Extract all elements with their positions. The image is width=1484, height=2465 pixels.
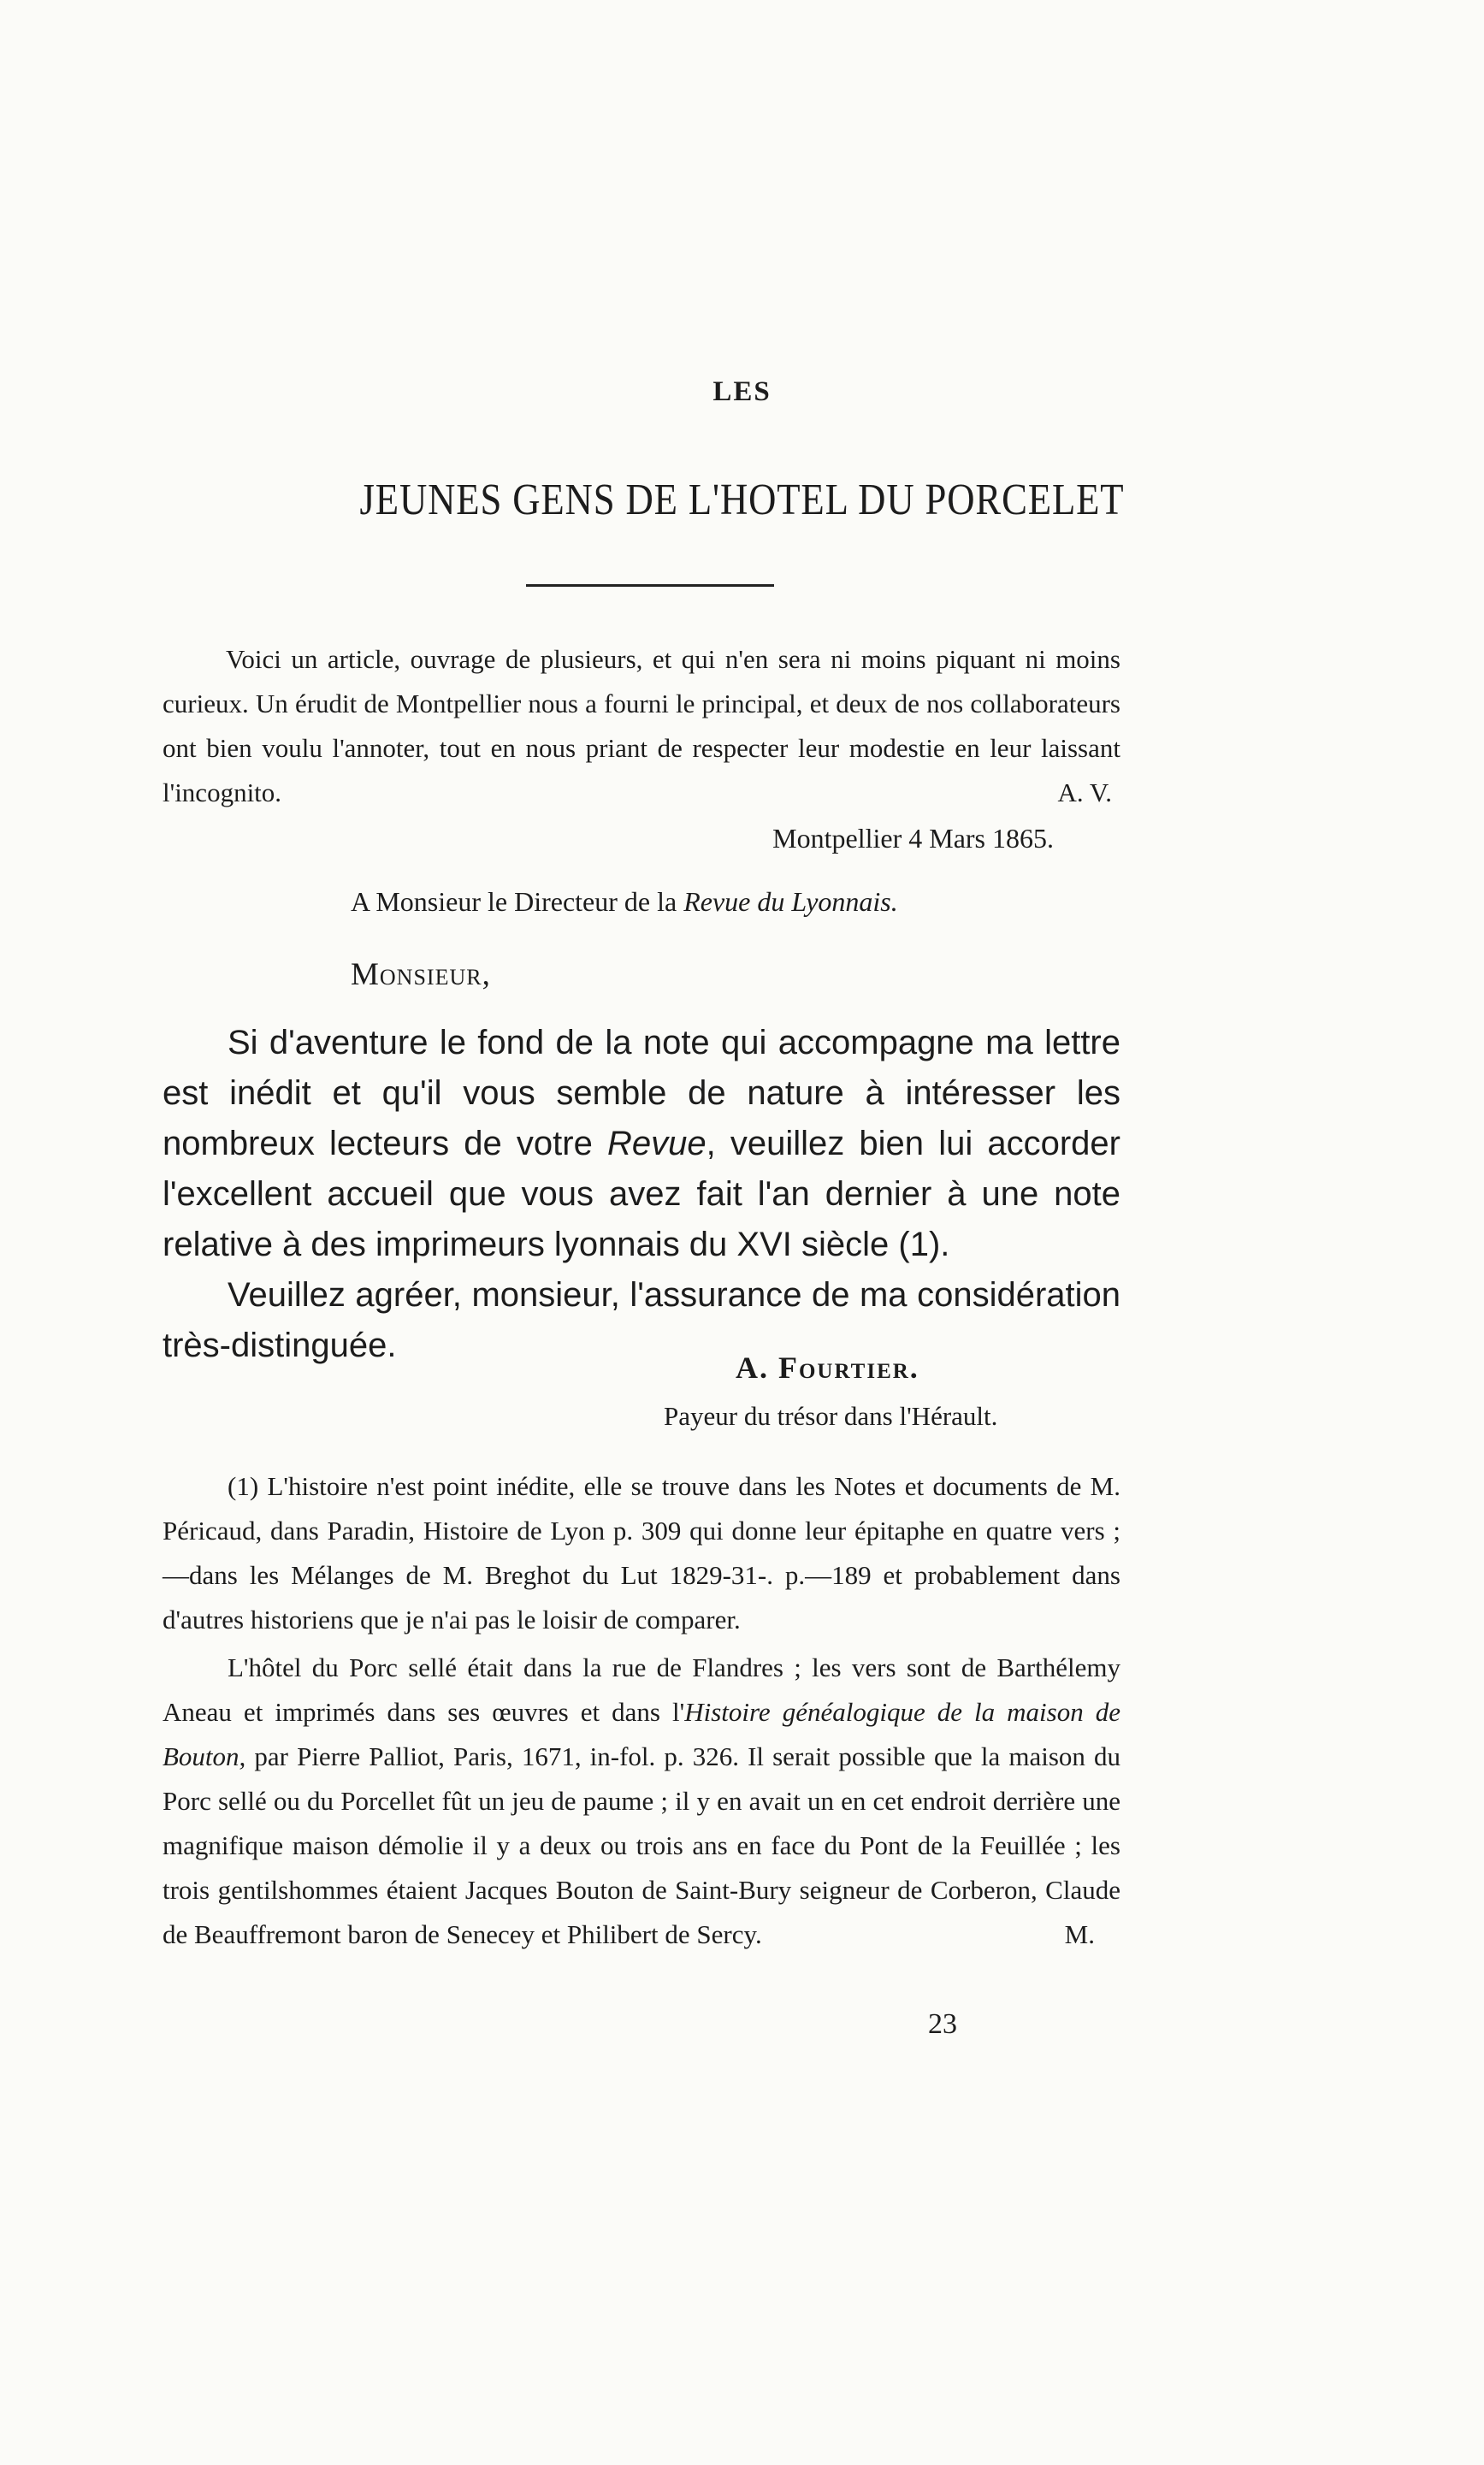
article-pre-title: LES bbox=[712, 376, 772, 407]
intro-text: Voici un article, ouvrage de plusieurs, et qui n'en sera ni moins piquant ni moins curieux. Un érudit de Montpellier nous a fourni le principal, et deux de nos collaborateurs ont bien voulu l'annoter, tout en nous priant de respecter leur modestie en leur laissant l'incognito. bbox=[163, 644, 1120, 807]
address-revue: Revue du Lyonnais. bbox=[683, 886, 898, 917]
title-rule bbox=[526, 584, 774, 587]
letter-address bbox=[351, 886, 898, 918]
letter-paragraph-1 bbox=[163, 1018, 1120, 1270]
letter-para1-revue: Revue bbox=[606, 1125, 707, 1162]
letter-body bbox=[163, 1018, 1120, 1371]
address-prefix: A Monsieur le Directeur de la bbox=[351, 886, 677, 917]
letter-signature: A. Fourtier. bbox=[736, 1351, 919, 1385]
article-title: JEUNES GENS DE L'HOTEL DU PORCELET bbox=[359, 476, 1125, 524]
footnote-book-title: Histoire généalogique de la maison de Bouton, bbox=[163, 1697, 1121, 1771]
letter-para1-start: Si d'aventure le fond de la note qui accompagne ma lettre est inédit et qu'il vous semble de nature à intéresser les nombreux lecteurs de votre bbox=[163, 1024, 1120, 1162]
footnote-paragraph-2 bbox=[163, 1646, 1120, 1957]
letter-signature-role: Payeur du trésor dans l'Hérault. bbox=[664, 1401, 998, 1431]
letter-place-date: Montpellier 4 Mars 1865. bbox=[772, 823, 1054, 854]
letter-paragraph-2: Veuillez agréer, monsieur, l'assurance de ma considération très-distinguée. bbox=[163, 1276, 1120, 1364]
footnote-para2-start: L'hôtel du Porc sellé était dans la rue de Flandres ; les vers sont de Barthélemy Aneau et imprimés dans ses œuvres et dans l' bbox=[163, 1652, 1120, 1727]
editorial-intro bbox=[163, 637, 1120, 815]
letter-salutation: Monsieur, bbox=[351, 957, 491, 992]
page-number: 23 bbox=[928, 2008, 957, 2040]
footnotes bbox=[163, 1464, 1120, 1960]
footnote-para2-end: par Pierre Palliot, Paris, 1671, in-fol. p. 326. Il serait possible que la maison du Porc sellé ou du Porcellet fût un jeu de paume ; il y en avait un en cet endroit derrière une magnifique maison démolie il y a deux ou trois ans en face du Pont de la Feuillée ; les trois gentilshommes étaient Jacques Bouton de Saint-Bury seigneur de Corberon, Claude de Beauffremont baron de Senecey et Philibert de Sercy. bbox=[163, 1741, 1120, 1949]
footnote-paragraph-1: (1) L'histoire n'est point inédite, elle se trouve dans les Notes et documents de M. Péricaud, dans Paradin, Histoire de Lyon p. 309 qui donne leur épitaphe en quatre vers ;—dans les Mélanges de M. Breghot du Lut 1829-31-. p.—189 et probablement dans d'autres historiens que je n'ai pas le loisir de comparer. bbox=[163, 1471, 1120, 1634]
letter-para1-end: , veuillez bien lui accorder l'excellent accueil que vous avez fait l'an dernier à une note relative à des imprimeurs lyonnais du XVI siècle (1). bbox=[163, 1125, 1120, 1263]
footnote-end-mark: M. bbox=[1064, 1919, 1095, 1949]
intro-signature: A. V. bbox=[1057, 777, 1112, 807]
